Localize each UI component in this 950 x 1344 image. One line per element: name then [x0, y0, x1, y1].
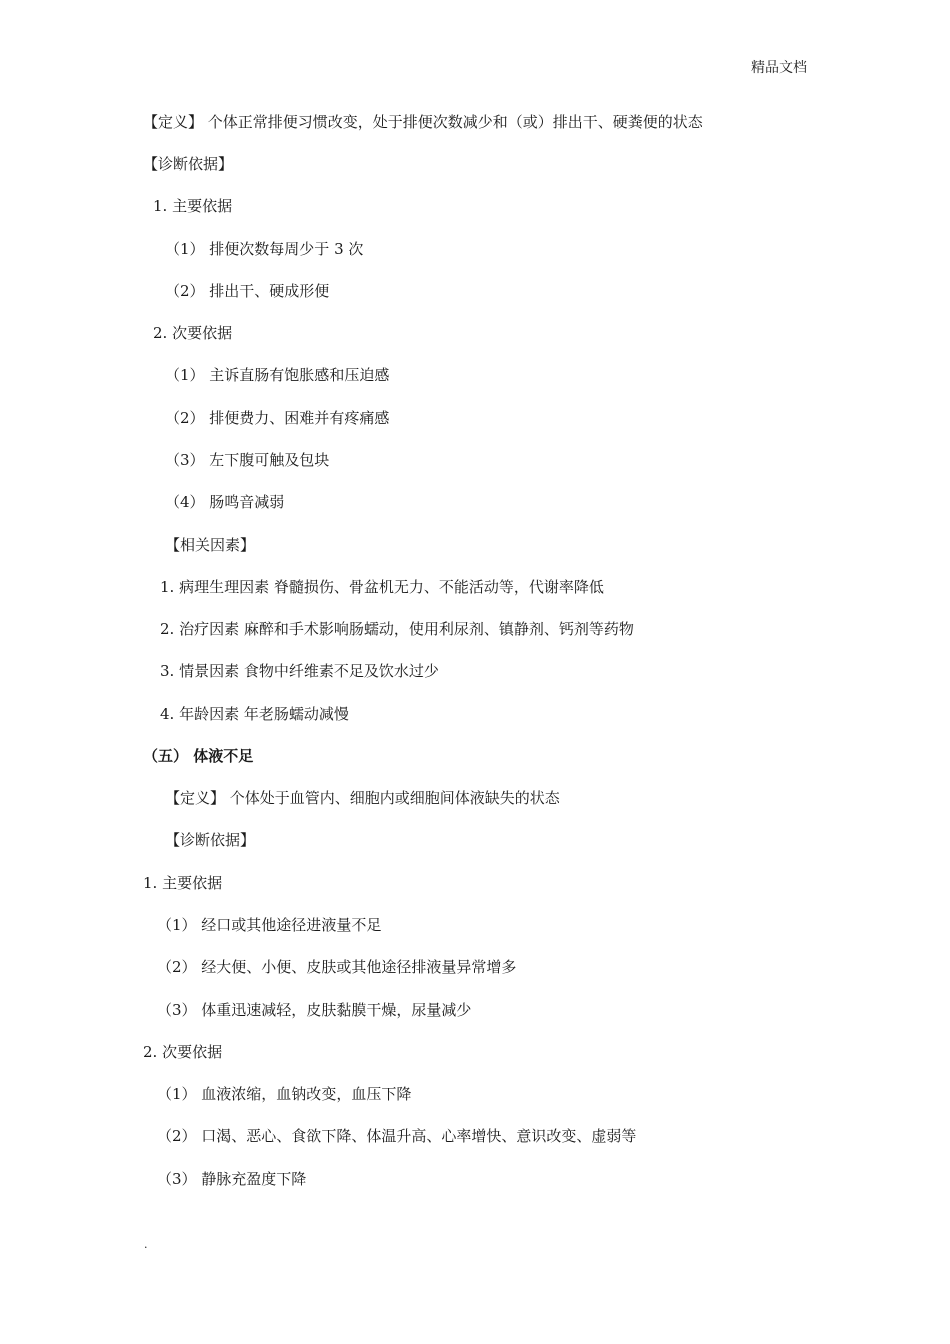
minor-basis-heading: 2. 次要依据	[153, 324, 233, 342]
constipation-definition: 【定义】 个体正常排便习惯改变，处于排便次数减少和（或）排出干、硬粪便的状态	[143, 113, 703, 131]
major-basis-item: （3） 体重迅速减轻，皮肤黏膜干燥，尿量减少	[157, 1001, 472, 1019]
fluid-deficit-definition: 【定义】 个体处于血管内、细胞内或细胞间体液缺失的状态	[165, 789, 560, 807]
related-factor-item: 4. 年龄因素 年老肠蠕动减慢	[160, 705, 349, 723]
major-basis-heading: 1. 主要依据	[143, 874, 223, 892]
minor-basis-item: （3） 左下腹可触及包块	[165, 451, 330, 469]
related-factor-item: 2. 治疗因素 麻醉和手术影响肠蠕动，使用利尿剂、镇静剂、钙剂等药物	[160, 620, 634, 638]
minor-basis-item: （2） 排便费力、困难并有疼痛感	[165, 409, 390, 427]
minor-basis-heading: 2. 次要依据	[143, 1043, 223, 1061]
major-basis-heading: 1. 主要依据	[153, 197, 233, 215]
minor-basis-item: （2） 口渴、恶心、食欲下降、体温升高、心率增快、意识改变、虚弱等	[157, 1127, 637, 1145]
page-header-label: 精品文档	[751, 60, 807, 76]
major-basis-item: （1） 经口或其他途径进液量不足	[157, 916, 382, 934]
minor-basis-item: （1） 血液浓缩，血钠改变，血压下降	[157, 1085, 412, 1103]
major-basis-item: （2） 排出干、硬成形便	[165, 282, 330, 300]
major-basis-item: （1） 排便次数每周少于 3 次	[165, 240, 364, 258]
related-factor-item: 3. 情景因素 食物中纤维素不足及饮水过少	[160, 662, 439, 680]
diagnosis-basis-heading: 【诊断依据】	[165, 831, 256, 849]
page-footer-mark: .	[144, 1238, 148, 1251]
diagnosis-basis-heading: 【诊断依据】	[143, 155, 234, 173]
major-basis-item: （2） 经大便、小便、皮肤或其他途径排液量异常增多	[157, 958, 517, 976]
minor-basis-item: （4） 肠鸣音减弱	[165, 493, 285, 511]
minor-basis-item: （3） 静脉充盈度下降	[157, 1170, 307, 1188]
related-factor-item: 1. 病理生理因素 脊髓损伤、骨盆机无力、不能活动等，代谢率降低	[160, 578, 604, 596]
related-factors-heading: 【相关因素】	[165, 536, 256, 554]
section-five-title: （五） 体液不足	[143, 747, 254, 765]
minor-basis-item: （1） 主诉直肠有饱胀感和压迫感	[165, 366, 390, 384]
